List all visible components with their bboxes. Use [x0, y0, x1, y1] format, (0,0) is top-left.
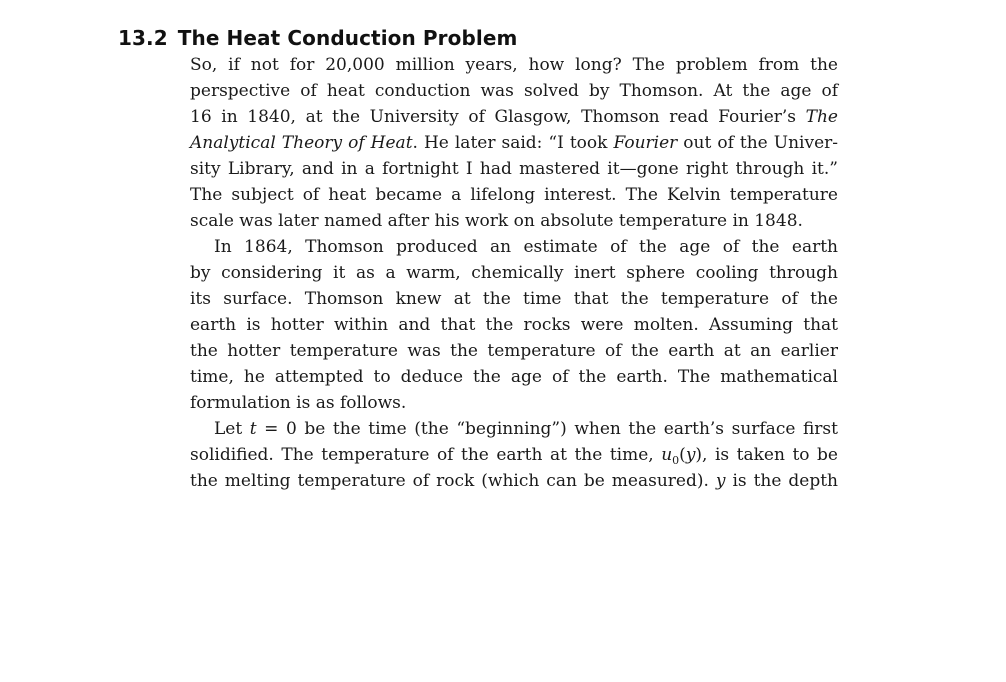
- text-line: Analytical Theory of Heat. He later said: “I took Fourier out of the Univer-: [190, 133, 839, 153]
- section-number: 13.2: [118, 26, 168, 50]
- section-heading: [118, 26, 517, 50]
- text-line: perspective of heat conduction was solved by Thomson. At the age of: [190, 81, 838, 101]
- text-line: the melting temperature of rock (which can be measured). y is the depth: [190, 471, 838, 491]
- body-text: [190, 52, 838, 494]
- text-line: by considering it as a warm, chemically inert sphere cooling through: [190, 263, 838, 283]
- book-title-italic: Analytical Theory of Heat: [190, 133, 413, 153]
- text-line: scale was later named after his work on absolute temperature in 1848.: [190, 211, 803, 231]
- text-line: In 1864, Thomson produced an estimate of the age of the earth: [214, 237, 838, 257]
- text-line: time, he attempted to deduce the age of the earth. The mathematical: [190, 367, 838, 387]
- math-variable: t: [249, 419, 257, 439]
- text-line: earth is hotter within and that the rocks were molten. Assuming that: [190, 315, 838, 335]
- text-line: the hotter temperature was the temperature of the earth at an earlier: [190, 341, 838, 361]
- math-variable: u: [661, 445, 673, 465]
- math-subscript: 0: [672, 454, 680, 467]
- text-line: Let t = 0 be the time (the “beginning”) when the earth’s surface first: [214, 419, 838, 439]
- math-variable: y: [685, 445, 696, 465]
- text-line: 16 in 1840, at the University of Glasgow, Thomson read Fourier’s The: [190, 107, 838, 127]
- text-line: sity Library, and in a fortnight I had mastered it—gone right through it.”: [190, 159, 838, 179]
- emphasis-italic: Fourier: [613, 133, 678, 153]
- book-title-italic: The: [805, 107, 838, 127]
- section-title: The Heat Conduction Problem: [177, 26, 518, 50]
- text-line: solidified. The temperature of the earth at the time, $u_0(y)$, is taken to be: [190, 445, 838, 467]
- text-line: The subject of heat became a lifelong interest. The Kelvin temperature: [190, 185, 838, 205]
- text-line: So, if not for 20,000 million years, how long? The problem from the: [190, 55, 838, 75]
- text-line: formulation is as follows.: [190, 393, 407, 413]
- math-variable: y: [715, 471, 726, 491]
- text-line: its surface. Thomson knew at the time that the temperature of the: [190, 289, 838, 309]
